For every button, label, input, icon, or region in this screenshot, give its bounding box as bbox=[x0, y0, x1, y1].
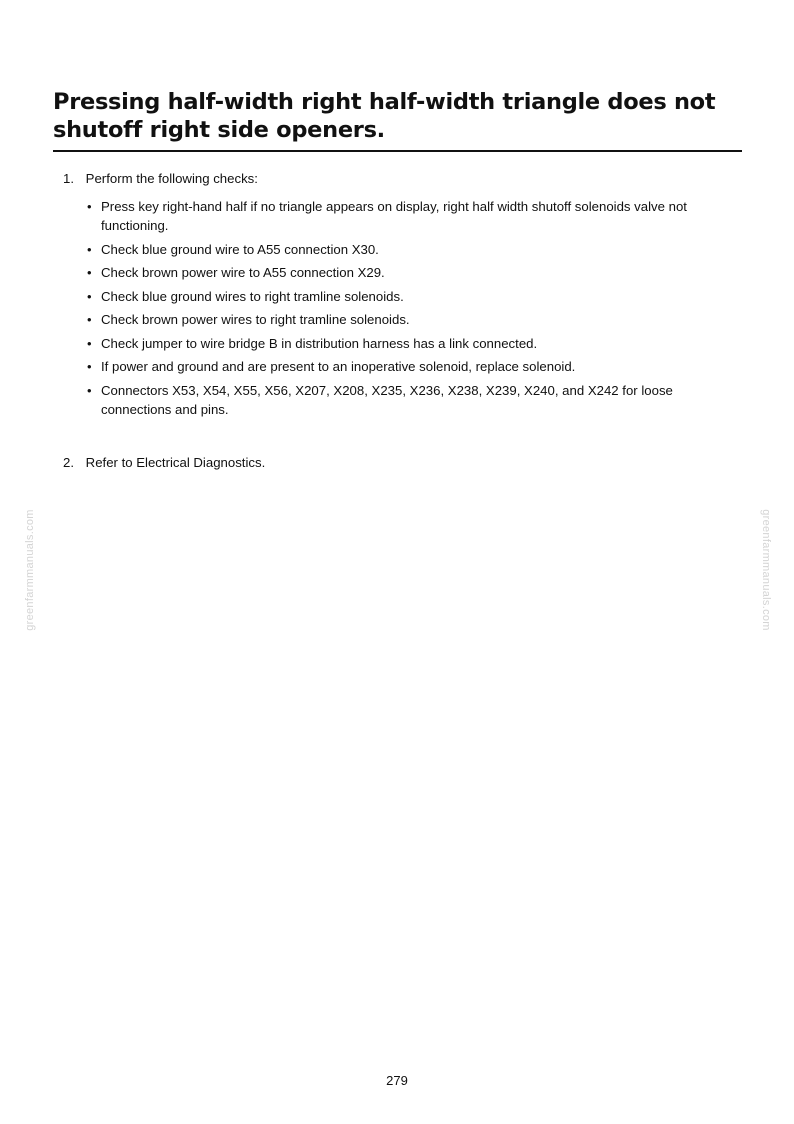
title-divider bbox=[53, 150, 742, 152]
list-item-text: Check jumper to wire bridge B in distribution harness has a link connected. bbox=[101, 335, 538, 351]
list-item bbox=[86, 357, 736, 376]
list-item bbox=[86, 240, 736, 259]
bullet-icon: • bbox=[87, 359, 92, 374]
page-title: Pressing half-width right half-width triangle does not shutoff right side openers. bbox=[53, 89, 716, 143]
step-2 bbox=[63, 453, 265, 472]
bullet-icon: • bbox=[87, 335, 92, 351]
list-item-text: Check brown power wire to A55 connection X29. bbox=[101, 265, 385, 280]
list-item bbox=[86, 310, 736, 329]
bullet-icon: • bbox=[87, 265, 92, 280]
list-item-text: Check blue ground wire to A55 connection X30. bbox=[101, 241, 379, 257]
step-text: Perform the following checks: bbox=[85, 171, 258, 186]
list-item-text: Press key right-hand half if no triangle appears on display, right half width shutoff solenoids valve not functioning. bbox=[101, 199, 687, 233]
step-1 bbox=[63, 169, 258, 188]
list-item-text: Check blue ground wires to right tramline solenoids. bbox=[101, 288, 404, 304]
bullet-icon: • bbox=[87, 288, 92, 304]
list-item-text: If power and ground and are present to an inoperative solenoid, replace solenoid. bbox=[101, 359, 576, 374]
list-item bbox=[86, 197, 736, 235]
step-number: 2. bbox=[63, 455, 74, 470]
list-item bbox=[86, 287, 736, 306]
bullet-icon: • bbox=[87, 312, 92, 327]
list-item-text: Check brown power wires to right tramline solenoids. bbox=[101, 312, 410, 327]
step-number: 1. bbox=[63, 171, 74, 186]
step-text: Refer to Electrical Diagnostics. bbox=[85, 455, 266, 470]
watermark-left: greenfarmmanuals.com bbox=[24, 509, 36, 631]
bullet-icon: • bbox=[87, 199, 92, 214]
list-item-text: Connectors X53, X54, X55, X56, X207, X208, X235, X236, X238, X239, X240, and X242 for loose connections and pins. bbox=[101, 382, 673, 417]
list-item bbox=[86, 334, 736, 353]
bullet-icon: • bbox=[87, 241, 92, 257]
page-number: 279 bbox=[386, 1073, 408, 1088]
check-list bbox=[86, 197, 736, 423]
list-item bbox=[86, 263, 736, 282]
list-item bbox=[86, 381, 736, 419]
bullet-icon: • bbox=[87, 382, 92, 398]
watermark-right: greenfarmmanuals.com bbox=[760, 509, 772, 631]
